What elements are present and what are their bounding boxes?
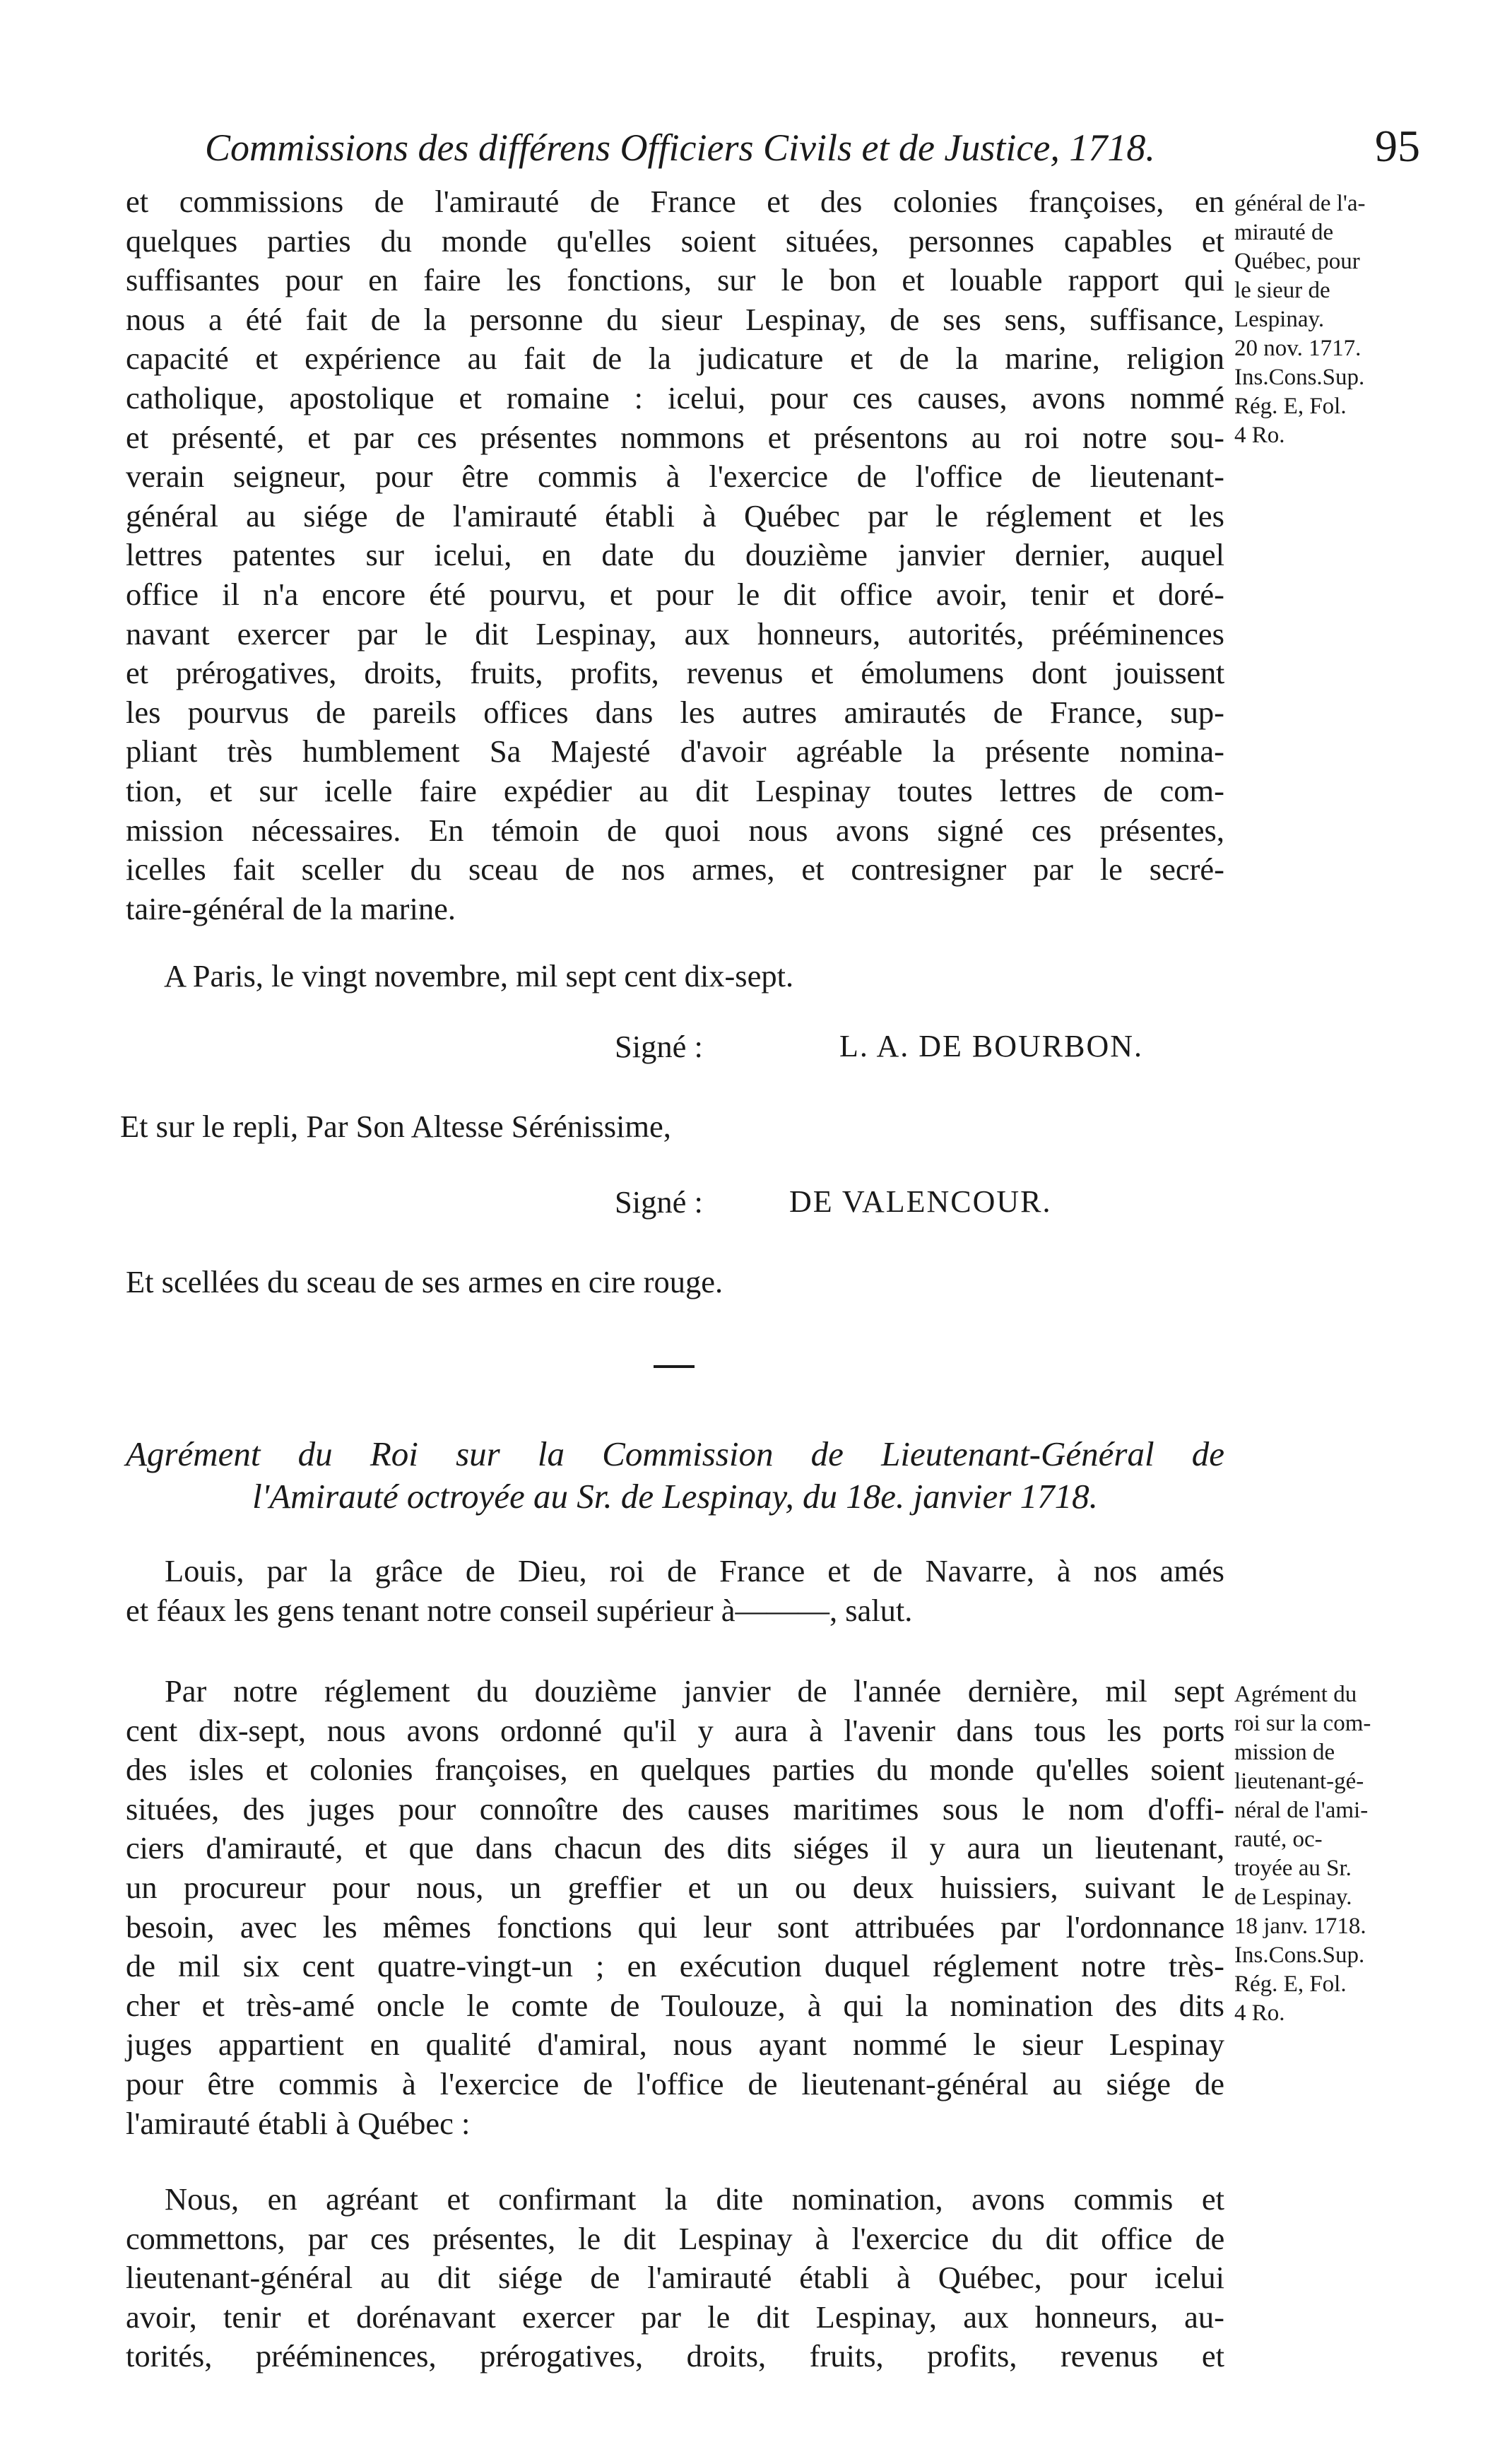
text-line: lieutenant-général au dit siége de l'amirauté établi à Québec, pour icelui (126, 2260, 1224, 2296)
text-line: taire-général de la marine. (126, 890, 456, 926)
text-line: commettons, par ces présentes, le dit Lespinay à l'exercice du dit office de (126, 2220, 1224, 2256)
margin-note-line: troyée au Sr. (1234, 1856, 1352, 1881)
margin-note-commission (1234, 189, 1446, 450)
margin-note-line: 18 janv. 1718. (1234, 1913, 1366, 1939)
sealed-line: Et scellées du sceau de ses armes en cire rouge. (126, 1264, 723, 1299)
margin-note-line: Rég. E, Fol. (1234, 394, 1347, 419)
section-title-line: Agrément du Roi sur la Commission de Lieutenant-Général de (126, 1434, 1224, 1473)
margin-note-line: roi sur la com- (1234, 1711, 1371, 1736)
text-line: catholique, apostolique et romaine : icelui, pour ces causes, avons nommé (126, 379, 1224, 415)
text-line: des isles et colonies françoises, en quelques parties du monde qu'elles soient (126, 1752, 1224, 1788)
text-line: ciers d'amirauté, et que dans chacun des dits siéges il y aura un lieutenant, (126, 1830, 1224, 1866)
margin-note-line: néral de l'ami- (1234, 1798, 1369, 1823)
text-line: icelles fait sceller du sceau de nos armes, et contresigner par le secré- (126, 851, 1224, 888)
text-line: mission nécessaires. En témoin de quoi nous avons signé ces présentes, (126, 812, 1224, 848)
signature-name: DE VALENCOUR. (789, 1184, 1052, 1219)
paragraph-reglement (126, 1672, 1224, 2143)
margin-note-line: Ins.Cons.Sup. (1234, 365, 1365, 390)
section-divider (654, 1365, 695, 1368)
margin-note-line: de Lespinay. (1234, 1885, 1352, 1910)
running-head-title: Commissions des différens Officiers Civils et de Justice, 1718. (205, 126, 1155, 169)
signature-label: Signé : (615, 1029, 703, 1064)
text-line: suffisantes pour en faire les fonctions, sur le bon et louable rapport qui (126, 262, 1224, 298)
text-line: et présenté, et par ces présentes nommons et présentons au roi notre sou- (126, 419, 1224, 455)
running-head (205, 120, 1420, 184)
text-line: tion, et sur icelle faire expédier au dit Lespinay toutes lettres de com- (126, 772, 1224, 808)
margin-note-line: Agrément du (1234, 1682, 1357, 1707)
margin-note-line: 20 nov. 1717. (1234, 336, 1362, 361)
text-line: pour être commis à l'exercice de l'office de lieutenant-général au siége de (126, 2065, 1224, 2101)
margin-note-agrement (1234, 1680, 1446, 2028)
text-line: navant exercer par le dit Lespinay, aux honneurs, autorités, prééminences (126, 615, 1224, 651)
text-line: lettres patentes sur icelui, en date du douzième janvier dernier, auquel (126, 537, 1224, 573)
text-line: Louis, par la grâce de Dieu, roi de France et de Navarre, à nos amés (165, 1553, 1224, 1588)
text-line: l'amirauté établi à Québec : (126, 2105, 471, 2141)
text-line: verain seigneur, pour être commis à l'exercice de l'office de lieutenant- (126, 459, 1224, 495)
text-line: général au siége de l'amirauté établi à Québec par le réglement et les (126, 497, 1224, 533)
text-line: de mil six cent quatre-vingt-un ; en exécution duquel réglement notre très- (126, 1948, 1224, 1984)
text-line: avoir, tenir et dorénavant exercer par le dit Lespinay, aux honneurs, au- (126, 2299, 1224, 2335)
margin-note-line: le sieur de (1234, 278, 1330, 303)
text-line: capacité et expérience au fait de la judicature et de la marine, religion (126, 341, 1224, 377)
margin-note-line: mission de (1234, 1740, 1335, 1765)
margin-note-line: lieutenant-gé- (1234, 1769, 1364, 1794)
text-line: besoin, avec les mêmes fonctions qui leur sont attribuées par l'ordonnance (126, 1909, 1224, 1945)
dateline: A Paris, le vingt novembre, mil sept cent dix-sept. (164, 958, 794, 993)
margin-note-line: mirauté de (1234, 220, 1334, 245)
margin-note-line: Québec, pour (1234, 249, 1360, 274)
text-line: et commissions de l'amirauté de France et des colonies françoises, en (126, 184, 1224, 219)
signature-label: Signé : (615, 1184, 703, 1220)
text-line: torités, prééminences, prérogatives, droits, fruits, profits, revenus et (126, 2338, 1224, 2374)
margin-note-line: 4 Ro. (1234, 2000, 1285, 2026)
text-line: juges appartient en qualité d'amiral, nous ayant nommé le sieur Lespinay (126, 2027, 1224, 2063)
text-line: quelques parties du monde qu'elles soient situées, personnes capables et (126, 223, 1224, 259)
paragraph-salutation (126, 1552, 1224, 1630)
section-title-line: l'Amirauté octroyée au Sr. de Lespinay, du 18e. janvier 1718. (252, 1477, 1098, 1516)
text-line: Par notre réglement du douzième janvier de l'année dernière, mil sept (165, 1673, 1224, 1709)
text-line: cher et très-amé oncle le comte de Toulouze, à qui la nomination des dits (126, 1987, 1224, 2023)
page-number: 95 (1375, 121, 1420, 171)
repli-line: Et sur le repli, Par Son Altesse Sérénissime, (120, 1109, 671, 1144)
text-line: un procureur pour nous, un greffier et un ou deux huissiers, suivant le (126, 1869, 1224, 1905)
text-line: office il n'a encore été pourvu, et pour le dit office avoir, tenir et doré- (126, 576, 1224, 612)
margin-note-line: 4 Ro. (1234, 423, 1285, 448)
margin-note-line: Ins.Cons.Sup. (1234, 1942, 1365, 1968)
signature-name: L. A. DE BOURBON. (839, 1029, 1144, 1063)
text-line: les pourvus de pareils offices dans les autres amirautés de France, sup- (126, 694, 1224, 730)
text-line: pliant très humblement Sa Majesté d'avoir agréable la présente nomina- (126, 733, 1224, 769)
text-line: et féaux les gens tenant notre conseil supérieur à———, salut. (126, 1592, 913, 1628)
margin-note-line: général de l'a- (1234, 191, 1366, 216)
text-line: et prérogatives, droits, fruits, profits, revenus et émolumens dont jouissent (126, 655, 1224, 691)
paragraph-commission-text (126, 182, 1224, 928)
text-line: situées, des juges pour connoître des causes maritimes sous le nom d'offi- (126, 1791, 1224, 1827)
margin-note-line: rauté, oc- (1234, 1827, 1323, 1852)
text-line: nous a été fait de la personne du sieur Lespinay, de ses sens, suffisance, (126, 301, 1224, 337)
text-line: Nous, en agréant et confirmant la dite nomination, avons commis et (165, 2181, 1224, 2217)
margin-note-line: Lespinay. (1234, 307, 1325, 332)
margin-note-line: Rég. E, Fol. (1234, 1971, 1347, 1997)
paragraph-agrement (126, 2180, 1224, 2376)
section-title (126, 1433, 1224, 1518)
text-line: cent dix-sept, nous avons ordonné qu'il y aura à l'avenir dans tous les ports (126, 1712, 1224, 1748)
